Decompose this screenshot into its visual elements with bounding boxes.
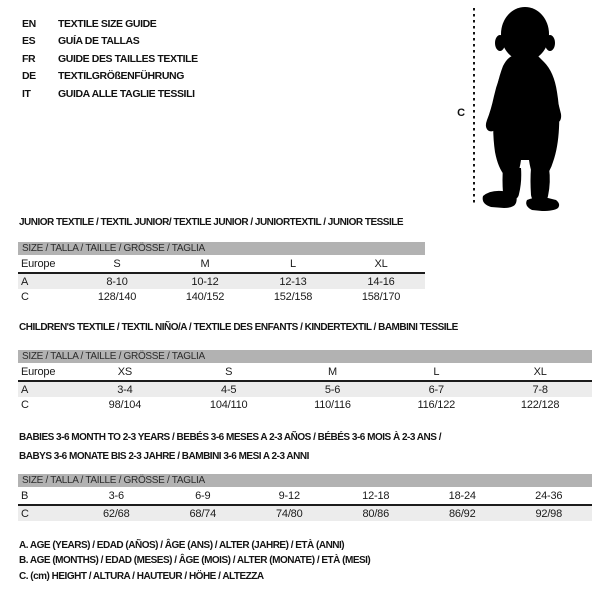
- row-label: Europe: [18, 255, 73, 273]
- children-section-title: CHILDREN'S TEXTILE / TEXTIL NIÑO/A / TEXTILE DES ENFANTS / KINDERTEXTIL / BAMBINI TESSILE: [19, 322, 458, 333]
- baby-figure: [440, 0, 600, 215]
- table-row-height: [18, 289, 425, 304]
- legend-line-a: A. AGE (YEARS) / EDAD (AÑOS) / ÂGE (ANS) / ALTER (JAHRE) / ETÀ (ANNI): [19, 540, 345, 551]
- height-cell: 86/92: [448, 507, 476, 520]
- height-cell: 152/158: [273, 290, 313, 303]
- height-cell: 80/86: [362, 507, 390, 520]
- row-label: C: [21, 507, 29, 520]
- months-cell: 18-24: [419, 487, 506, 505]
- row-label: A: [21, 275, 29, 288]
- language-code: EN: [22, 17, 36, 30]
- height-cell: 158/170: [361, 290, 401, 303]
- language-title: GUÍA DE TALLAS: [58, 35, 140, 48]
- language-title: GUIDE DES TAILLES TEXTILE: [58, 52, 198, 65]
- height-cell: 98/104: [108, 398, 142, 411]
- table-row-height: [18, 397, 592, 412]
- language-code: DE: [22, 70, 36, 83]
- age-cell: 14-16: [367, 275, 395, 288]
- height-cell: 68/74: [189, 507, 217, 520]
- row-label: A: [21, 383, 29, 396]
- age-cell: 4-5: [221, 383, 237, 396]
- months-cell: 24-36: [506, 487, 593, 505]
- age-cell: 12-13: [279, 275, 307, 288]
- language-row: [22, 50, 198, 68]
- language-code: IT: [22, 87, 31, 100]
- table-row-months: [18, 487, 592, 505]
- row-label: C: [21, 290, 29, 303]
- language-row: [22, 68, 198, 86]
- months-cell: 6-9: [160, 487, 247, 505]
- age-cell: 5-6: [324, 383, 341, 396]
- children-size-table: [18, 350, 592, 412]
- height-measure-label: C: [457, 107, 465, 119]
- junior-size-table: [18, 242, 425, 304]
- legend-line-c: C. (cm) HEIGHT / ALTURA / HAUTEUR / HÖHE / ALTEZZA: [19, 570, 264, 582]
- height-cell: 74/80: [275, 507, 303, 520]
- row-label: C: [21, 398, 29, 411]
- size-cell: S: [73, 255, 161, 273]
- babies-table: [18, 487, 592, 521]
- babies-section-title: [19, 428, 441, 466]
- junior-table: [18, 255, 425, 304]
- age-cell: 3-4: [117, 383, 133, 396]
- table-row-age: [18, 381, 592, 397]
- children-table: [18, 363, 592, 412]
- size-cell: XS: [73, 363, 177, 381]
- baby-silhouette: [483, 7, 561, 211]
- legend-notes: [19, 538, 370, 584]
- language-title: GUIDA ALLE TAGLIE TESSILI: [58, 87, 195, 100]
- age-cell: 7-8: [532, 383, 548, 396]
- size-cell: XL: [488, 363, 592, 381]
- height-cell: 62/68: [102, 507, 130, 520]
- size-cell: M: [281, 363, 385, 381]
- size-cell: L: [384, 363, 488, 381]
- legend-line-b: B. AGE (MONTHS) / EDAD (MESES) / ÂGE (MOIS) / ALTER (MONATE) / ETÀ (MESI): [19, 555, 371, 567]
- size-cell: L: [249, 255, 337, 273]
- babies-title-line1: BABIES 3-6 MONTH TO 2-3 YEARS / BEBÉS 3-6 MESES A 2-3 AÑOS / BÉBÉS 3-6 MOIS À 2-3 ANS /: [19, 432, 441, 443]
- height-cell: 110/116: [314, 398, 351, 411]
- table-row-height: [18, 505, 592, 521]
- months-cell: 9-12: [246, 487, 333, 505]
- size-cell: XL: [337, 255, 425, 273]
- height-cell: 104/110: [209, 398, 248, 411]
- age-cell: 10-12: [191, 275, 219, 288]
- size-header-bar: SIZE / TALLA / TAILLE / GRÖSSE / TAGLIA: [18, 474, 592, 487]
- language-row: [22, 85, 198, 103]
- table-row-europe: [18, 255, 425, 273]
- junior-section-title: JUNIOR TEXTILE / TEXTIL JUNIOR/ TEXTILE JUNIOR / JUNIORTEXTIL / JUNIOR TESSILE: [19, 217, 404, 228]
- months-cell: 12-18: [333, 487, 420, 505]
- language-title: TEXTILE SIZE GUIDE: [58, 17, 157, 30]
- language-row: [22, 33, 198, 51]
- height-cell: 128/140: [97, 290, 137, 303]
- language-code: FR: [22, 52, 36, 65]
- height-cell: 122/128: [520, 398, 560, 411]
- age-cell: 8-10: [106, 275, 128, 288]
- language-title-list: [22, 15, 198, 103]
- language-title: TEXTILGRÖßENFÜHRUNG: [58, 70, 184, 83]
- row-label: B: [18, 487, 73, 505]
- size-header-bar: SIZE / TALLA / TAILLE / GRÖSSE / TAGLIA: [18, 242, 425, 255]
- size-header-bar: SIZE / TALLA / TAILLE / GRÖSSE / TAGLIA: [18, 350, 592, 363]
- baby-silhouette-svg: [440, 0, 600, 215]
- size-cell: S: [177, 363, 281, 381]
- age-cell: 6-7: [428, 383, 444, 396]
- height-cell: 92/98: [535, 507, 563, 520]
- height-cell: 140/152: [185, 290, 225, 303]
- babies-title-line2: BABYS 3-6 MONATE BIS 2-3 JAHRE / BAMBINI 3-6 MESI A 2-3 ANNI: [19, 451, 309, 462]
- table-row-europe: [18, 363, 592, 381]
- size-cell: M: [161, 255, 249, 273]
- babies-size-table: [18, 474, 592, 521]
- height-cell: 116/122: [417, 398, 456, 411]
- table-row-age: [18, 273, 425, 289]
- language-code: ES: [22, 35, 36, 48]
- months-cell: 3-6: [73, 487, 160, 505]
- row-label: Europe: [18, 363, 73, 381]
- language-row: [22, 15, 198, 33]
